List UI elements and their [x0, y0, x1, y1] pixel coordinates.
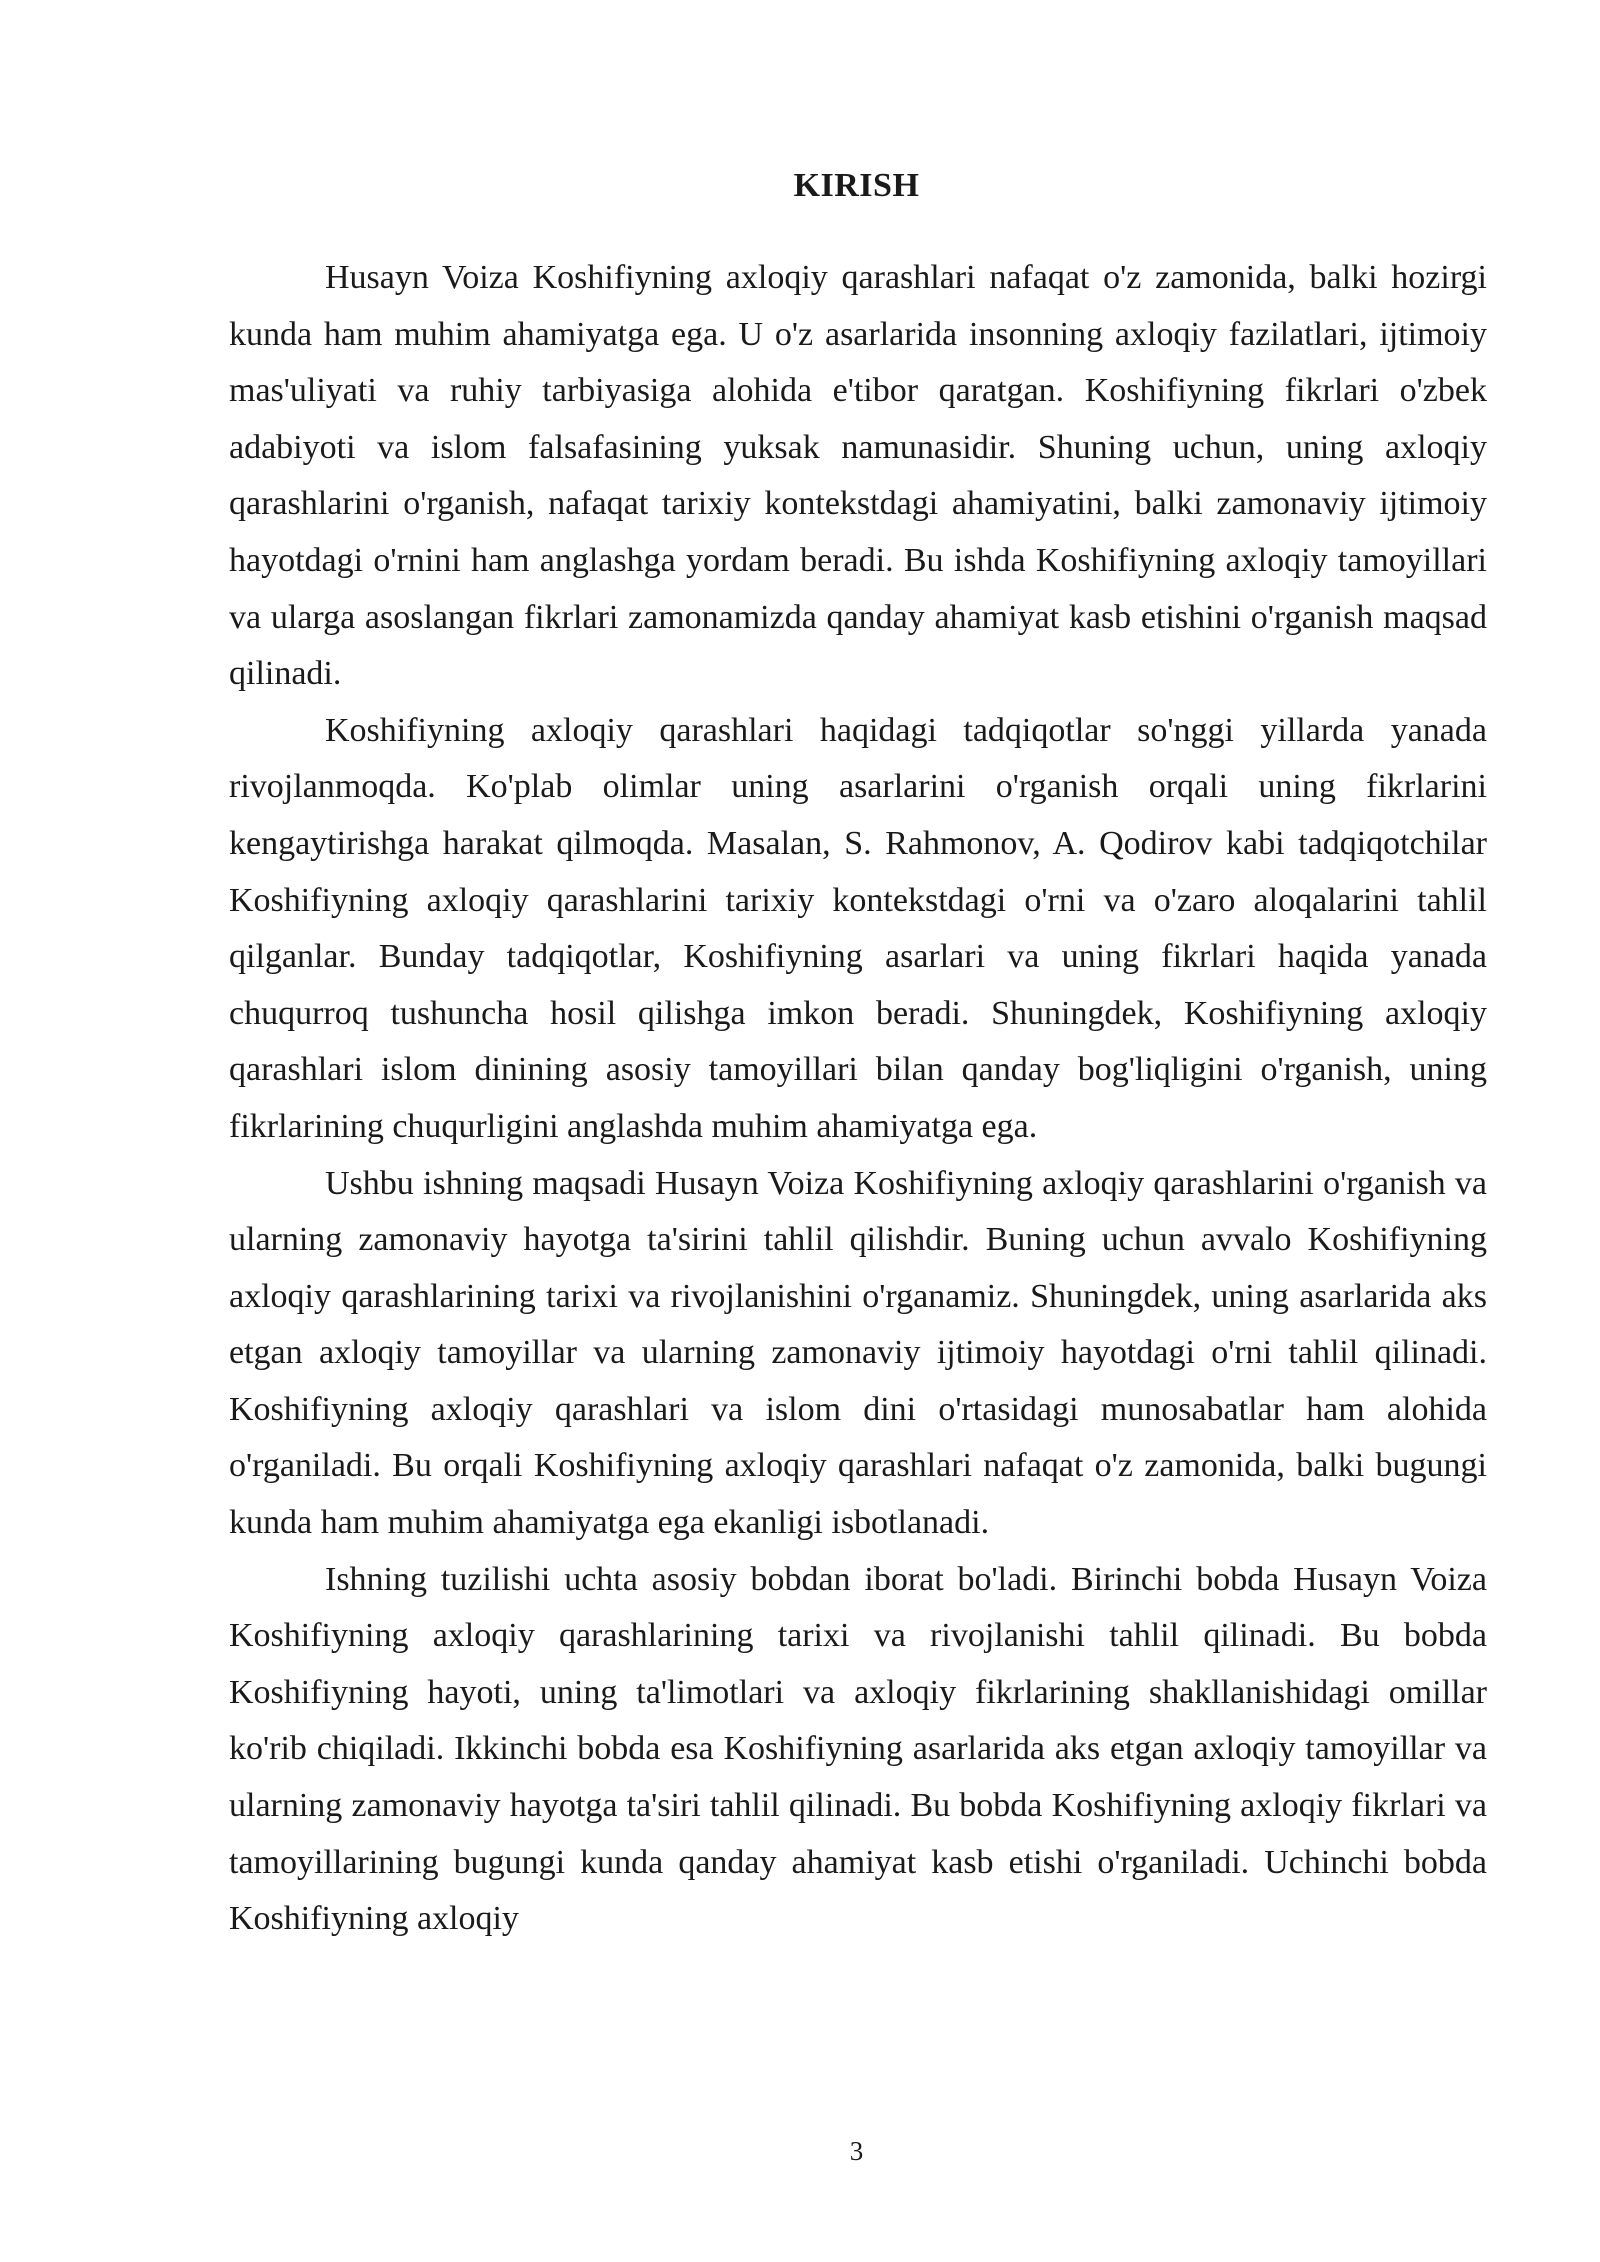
body-text [229, 250, 1487, 1948]
page-number: 3 [849, 2136, 864, 2166]
paragraph-1: Husayn Voiza Koshifiyning axloqiy qarashlari nafaqat o'z zamonida, balki hozirgi kunda ham muhim ahamiyatga ega. U o'z asarlarida insonning axloqiy fazilatlari, ijtimoiy mas'uliyati va ruhiy tarbiyasiga alohida e'tibor qaratgan. Koshifiyning fikrlari o'zbek adabiyoti va islom falsafasining yuksak namunasidir. Shuning uchun, uning axloqiy qarashlarini o'rganish, nafaqat tarixiy kontekstdagi ahamiyatini, balki zamonaviy ijtimoiy hayotdagi o'rnini ham anglashga yordam beradi. Bu ishda Koshifiyning axloqiy tamoyillari va ularga asoslangan fikrlari zamonamizda qanday ahamiyat kasb etishini o'rganish maqsad qilinadi. [229, 259, 1487, 693]
paragraph-2: Koshifiyning axloqiy qarashlari haqidagi tadqiqotlar so'nggi yillarda yanada rivojlanmoqda. Ko'plab olimlar uning asarlarini o'rganish orqali uning fikrlarini kengaytirishga harakat qilmoqda. Masalan, S. Rahmonov, A. Qodirov kabi tadqiqotchilar Koshifiyning axloqiy qarashlarini tarixiy kontekstdagi o'rni va o'zaro aloqalarini tahlil qilganlar. Bunday tadqiqotlar, Koshifiyning asarlari va uning fikrlari haqida yanada chuqurroq tushuncha hosil qilishga imkon beradi. Shuningdek, Koshifiyning axloqiy qarashlari islom dinining asosiy tamoyillari bilan qanday bog'liqligini o'rganish, uning fikrlarining chuqurligini anglashda muhim ahamiyatga ega. [229, 711, 1487, 1145]
paragraph-4: Ishning tuzilishi uchta asosiy bobdan iborat bo'ladi. Birinchi bobda Husayn Voiza Koshifiyning axloqiy qarashlarining tarixi va rivojlanishi tahlil qilinadi. Bu bobda Koshifiyning hayoti, uning ta'limotlari va axloqiy fikrlarining shakllanishidagi omillar ko'rib chiqiladi. Ikkinchi bobda esa Koshifiyning asarlarida aks etgan axloqiy tamoyillar va ularning zamonaviy hayotga ta'siri tahlil qilinadi. Bu bobda Koshifiyning axloqiy fikrlari va tamoyillarining bugungi kunda qanday ahamiyat kasb etishi o'rganiladi. Uchinchi bobda Koshifiyning axloqiy [229, 1560, 1487, 1938]
page-title: KIRISH [793, 167, 920, 204]
paragraph-3: Ushbu ishning maqsadi Husayn Voiza Koshifiyning axloqiy qarashlarini o'rganish va ularning zamonaviy hayotga ta'sirini tahlil qilishdir. Buning uchun avvalo Koshifiyning axloqiy qarashlarining tarixi va rivojlanishini o'rganamiz. Shuningdek, uning asarlarida aks etgan axloqiy tamoyillar va ularning zamonaviy ijtimoiy hayotdagi o'rni tahlil qilinadi. Koshifiyning axloqiy qarashlari va islom dini o'rtasidagi munosabatlar ham alohida o'rganiladi. Bu orqali Koshifiyning axloqiy qarashlari nafaqat o'z zamonida, balki bugungi kunda ham muhim ahamiyatga ega ekanligi isbotlanadi. [229, 1164, 1487, 1542]
